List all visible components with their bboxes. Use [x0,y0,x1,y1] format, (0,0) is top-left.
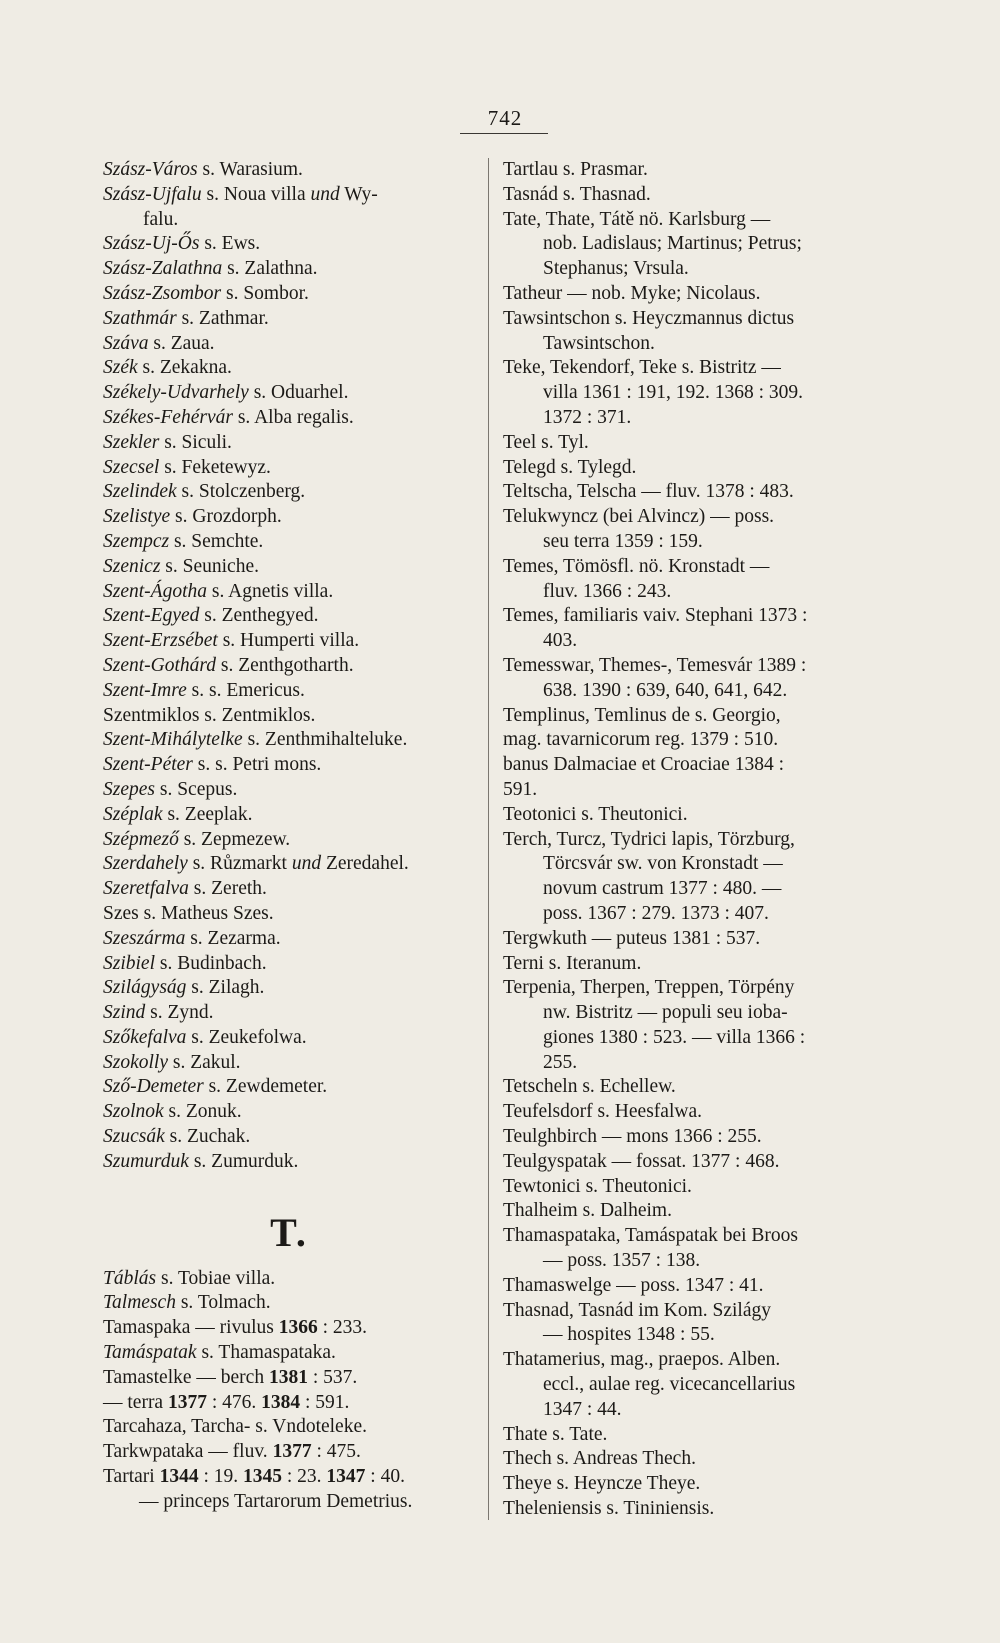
entry-text: — terra [103,1391,168,1413]
index-entry: Theye s. Heyncze Theye. [503,1473,701,1495]
index-entry: Temes, Tömösfl. nö. Kronstadt — [503,555,770,577]
index-entry: Terni s. Iteranum. [503,952,642,974]
index-entry [103,902,475,927]
entry-text: falu. [143,208,179,230]
entry-text: : 233. [317,1317,368,1339]
entry-text: Tarkwpataka — fluv. [103,1441,273,1463]
index-entry [103,1316,475,1341]
entry-headword: Szent-Egyed [103,605,200,627]
index-entry: Tawsintschon. [543,332,655,354]
index-entry [103,976,475,1001]
entry-text: 1377 [167,1391,207,1413]
index-entry: mag. tavarnicorum reg. 1379 : 510. [503,729,779,751]
entry-headword: Szekler [103,431,160,453]
column-divider [488,158,489,1520]
index-entry [103,927,475,952]
entry-text: s. Zeukefolwa. [186,1026,307,1048]
index-entry: 638. 1390 : 639, 640, 641, 642. [543,679,788,701]
index-entry [103,852,475,877]
index-entry [103,629,475,654]
entry-text: 1366 [278,1317,318,1339]
index-entry [103,431,475,456]
index-entry [103,654,475,679]
entry-headword: Szeszárma [103,927,186,949]
index-entry: 1347 : 44. [543,1398,622,1420]
entry-headword: Száva [103,332,149,354]
entry-text: Szes s. Matheus Szes. [103,902,274,924]
entry-headword: Szent-Erzsébet [103,630,218,652]
entry-text: 1381 [268,1366,308,1388]
index-entry: Thech s. Andreas Thech. [503,1448,696,1470]
entry-text: Tarcahaza, Tarcha- s. Vndoteleke. [103,1416,367,1438]
index-entry: Teel s. Tyl. [503,431,589,453]
entry-text: s. s. Petri mons. [192,754,322,776]
entry-text: s. Zaua. [148,332,215,354]
index-entry: seu terra 1359 : 159. [543,530,703,552]
index-entry: Thalheim s. Dalheim. [503,1200,672,1222]
entry-headword: Szék [103,357,138,379]
index-entry: 255. [543,1051,578,1073]
entry-headword: Szepes [103,778,155,800]
index-entry [103,877,475,902]
index-entry: Teulgyspatak — fossat. 1377 : 468. [503,1150,780,1172]
index-entry [103,183,475,208]
index-entry [103,1341,475,1366]
index-entry [103,778,475,803]
index-entry: Telukwyncz (bei Alvincz) — poss. [503,506,775,528]
index-entry [103,828,475,853]
index-entry: poss. 1367 : 279. 1373 : 407. [543,902,769,924]
entry-headword: Szucsák [103,1126,165,1148]
entry-headword: Szerdahely [103,853,188,875]
entry-text: : 40. [365,1466,405,1488]
entry-text: s. Zilagh. [186,977,265,999]
index-entry [103,1291,475,1316]
index-entry: Thasnad, Tasnád im Kom. Szilágy [503,1299,771,1321]
entry-text: : 591. [300,1391,350,1413]
entry-text: s. Grozdorph. [170,506,282,528]
index-entry [103,1026,475,1051]
index-entry: fluv. 1366 : 243. [543,580,672,602]
index-entry: Törcsvár sw. von Kronstadt — [543,853,783,875]
index-entry: Teotonici s. Theutonici. [503,803,688,825]
entry-text: : 23. [281,1466,327,1488]
entry-text: — princeps Tartarorum Demetrius. [139,1490,413,1512]
entry-text: s. Stolczenberg. [176,481,306,503]
entry-text: s. Tolmach. [175,1292,271,1314]
index-entry: Tewtonici s. Theutonici. [503,1175,692,1197]
index-entry: villa 1361 : 191, 192. 1368 : 309. [543,382,803,404]
entry-headword: Szent-Gothárd [103,654,217,676]
right-entries [503,158,899,1522]
index-entry: Telegd s. Tylegd. [503,456,637,478]
entry-text: s. Zekakna. [137,357,232,379]
entry-text: Tamaspaka — rivulus [103,1317,279,1339]
entry-headword: Szeretfalva [103,878,189,900]
entry-text: s. Růzmarkt [187,853,292,875]
index-entry [103,158,475,183]
index-entry: 591. [503,778,538,800]
entry-text: s. Zonuk. [163,1101,242,1123]
index-entry: Teke, Tekendorf, Teke s. Bistritz — [503,357,781,379]
index-entry [103,1001,475,1026]
entry-text: : 476. [206,1391,262,1413]
entry-headword: Szecsel [103,456,160,478]
index-entry: Temes, familiaris vaiv. Stephani 1373 : [503,605,808,627]
index-entry [103,1440,475,1465]
index-entry [103,530,475,555]
index-entry: Tate, Thate, Tátě nö. Karlsburg — [503,208,771,230]
entry-text: s. Zakul. [167,1051,241,1073]
entry-text: Tartari [103,1466,160,1488]
entry-text: s. Sombor. [221,282,309,304]
entry-headword: Szind [103,1002,146,1024]
entry-text: s. Zenthgotharth. [216,654,354,676]
entry-headword: Szelindek [103,481,177,503]
entry-headword: Szelistye [103,506,171,528]
index-entry [103,406,475,431]
index-entry: Thate s. Tate. [503,1423,608,1445]
entry-text: 1384 [261,1391,301,1413]
entry-text: : 537. [307,1366,358,1388]
entry-text: Wy- [339,183,378,205]
entry-headword: Sző-Demeter [103,1076,204,1098]
entry-headword: Szathmár [103,307,177,329]
entry-text: s. Noua villa [201,183,311,205]
index-entry [103,1150,475,1175]
index-entry [103,381,475,406]
index-entry: Tetscheln s. Echellew. [503,1076,676,1098]
right-column [503,158,899,1522]
entry-headword: Széplak [103,803,163,825]
entry-text: s. Zalathna. [222,258,318,280]
entry-text: s. Zuchak. [164,1126,251,1148]
entry-text: Tamastelke — berch [103,1366,269,1388]
left-entries [103,158,475,1175]
entry-text: s. Zathmar. [176,307,269,329]
header-rule [460,133,548,134]
page-number: 742 [487,106,523,130]
index-entry: Thamaspataka, Tamáspatak bei Broos [503,1225,799,1247]
index-entry [103,257,475,282]
index-entry: — hospites 1348 : 55. [543,1324,715,1346]
index-entry [103,1366,475,1391]
index-entry [103,282,475,307]
index-entry: giones 1380 : 523. — villa 1366 : [543,1026,806,1048]
entry-text: und [291,853,322,875]
index-entry [103,679,475,704]
index-entry: 1372 : 371. [543,406,632,428]
entry-text: s. Zereth. [188,878,267,900]
entry-text: Szentmiklos s. Zentmiklos. [103,704,316,726]
entry-headword: Szász-Ujfalu [103,183,202,205]
entry-headword: Szász-Zalathna [103,258,223,280]
entry-text: 1377 [272,1441,312,1463]
entry-text: : 475. [311,1441,361,1463]
entry-headword: Szent-Imre [103,679,187,701]
entry-text: s. Zewdemeter. [203,1076,328,1098]
entry-headword: Szokolly [103,1051,168,1073]
index-entry [103,307,475,332]
entry-text: s. Zeeplak. [162,803,253,825]
index-entry [103,1465,475,1490]
entry-text: s. Seuniche. [160,555,259,577]
index-entry [103,1075,475,1100]
entry-headword: Szász-Uj-Ős [103,233,200,255]
index-entry [103,1051,475,1076]
entry-text: s. Zenthegyed. [199,605,319,627]
entry-text: s. Tobiae villa. [156,1267,276,1289]
index-entry: nw. Bistritz — populi seu ioba- [543,1002,788,1024]
index-entry: banus Dalmaciae et Croaciae 1384 : [503,754,785,776]
index-entry: Teltscha, Telscha — fluv. 1378 : 483. [503,481,794,503]
entry-headword: Szent-Mihálytelke [103,729,243,751]
entry-headword: Talmesch [103,1292,176,1314]
entry-headword: Tamáspatak [103,1342,197,1364]
index-entry: Terch, Turcz, Tydrici lapis, Törzburg, [503,828,795,850]
index-entry: Stephanus; Vrsula. [543,258,689,280]
index-entry [103,505,475,530]
index-entry [103,604,475,629]
index-entry: Temesswar, Themes-, Temesvár 1389 : [503,654,807,676]
index-entry: Tergwkuth — puteus 1381 : 537. [503,927,761,949]
entry-headword: Szász-Zsombor [103,282,222,304]
index-entry [103,1415,475,1440]
entry-headword: Szőkefalva [103,1026,187,1048]
entry-headword: Szolnok [103,1101,164,1123]
index-entry: nob. Ladislaus; Martinus; Petrus; [543,233,802,255]
index-entry [103,1391,475,1416]
index-entry [103,728,475,753]
entry-headword: Szumurduk [103,1150,189,1172]
index-entry: 403. [543,630,578,652]
index-entry: Tasnád s. Thasnad. [503,183,651,205]
index-entry: Templinus, Temlinus de s. Georgio, [503,704,781,726]
index-entry [103,232,475,257]
entry-text: s. Oduarhel. [248,382,349,404]
entry-text: s. Budinbach. [155,952,267,974]
index-entry: Tatheur — nob. Myke; Nicolaus. [503,282,761,304]
entry-text: s. Siculi. [159,431,232,453]
left-column [103,158,475,1515]
index-entry [103,753,475,778]
index-entry [103,456,475,481]
entry-headword: Szempcz [103,530,170,552]
index-entry: Teufelsdorf s. Heesfalwa. [503,1101,702,1123]
index-entry [103,1490,475,1515]
entry-text: s. Humperti villa. [217,630,360,652]
entry-text: s. Thamaspataka. [196,1342,336,1364]
index-entry [103,1267,475,1292]
index-entry: novum castrum 1377 : 480. — [543,878,782,900]
left-entries-t [103,1267,475,1515]
entry-text: s. Ews. [199,233,261,255]
entry-text: Zeredahel. [321,853,409,875]
index-entry: Theleniensis s. Tininiensis. [503,1498,715,1520]
entry-headword: Szépmező [103,828,179,850]
entry-text: s. Zynd. [145,1002,214,1024]
index-entry [103,356,475,381]
index-entry: — poss. 1357 : 138. [543,1250,701,1272]
entry-text: s. Agnetis villa. [206,580,334,602]
entry-text: : 19. [198,1466,243,1488]
index-entry [103,803,475,828]
index-entry [103,555,475,580]
section-letter-t: T. [270,1209,308,1255]
entry-text: s. Scepus. [155,778,238,800]
entry-text: 1345 [242,1466,282,1488]
entry-text: s. Zepmezew. [178,828,291,850]
entry-headword: Szent-Ágotha [103,580,207,602]
entry-headword: Táblás [103,1267,157,1289]
entry-text: s. Feketewyz. [159,456,271,478]
index-entry [103,332,475,357]
index-entry [103,1125,475,1150]
entry-headword: Székely-Udvarhely [103,382,249,404]
index-entry: Tartlau s. Prasmar. [503,159,648,180]
index-entry [103,480,475,505]
index-entry: Terpenia, Therpen, Treppen, Törpény [503,977,795,999]
entry-headword: Szibiel [103,952,155,974]
index-entry: Thamaswelge — poss. 1347 : 41. [503,1274,764,1296]
entry-text: s. Zumurduk. [188,1150,299,1172]
index-entry [103,1100,475,1125]
index-entry: eccl., aulae reg. vicecancellarius [543,1374,796,1396]
index-entry [103,704,475,729]
entry-text: 1344 [159,1466,199,1488]
entry-text: s. s. Emericus. [186,679,305,701]
index-entry [103,580,475,605]
entry-text: s. Warasium. [197,159,303,180]
index-entry: Teulghbirch — mons 1366 : 255. [503,1126,762,1148]
index-entry [103,208,475,233]
entry-text: s. Semchte. [169,530,264,552]
entry-headword: Szász-Város [103,159,198,180]
entry-headword: Szenicz [103,555,161,577]
entry-headword: Székes-Fehérvár [103,406,233,428]
index-entry: Tawsintschon s. Heyczmannus dictus [503,307,795,329]
index-entry [103,952,475,977]
entry-text: s. Alba regalis. [232,406,354,428]
entry-text: s. Zezarma. [185,927,281,949]
entry-text: und [310,183,340,205]
entry-headword: Szent-Péter [103,754,193,776]
entry-headword: Szilágyság [103,977,187,999]
entry-text: s. Zenthmihalteluke. [242,729,408,751]
index-entry: Thatamerius, mag., praepos. Alben. [503,1349,781,1371]
entry-text: 1347 [326,1466,366,1488]
